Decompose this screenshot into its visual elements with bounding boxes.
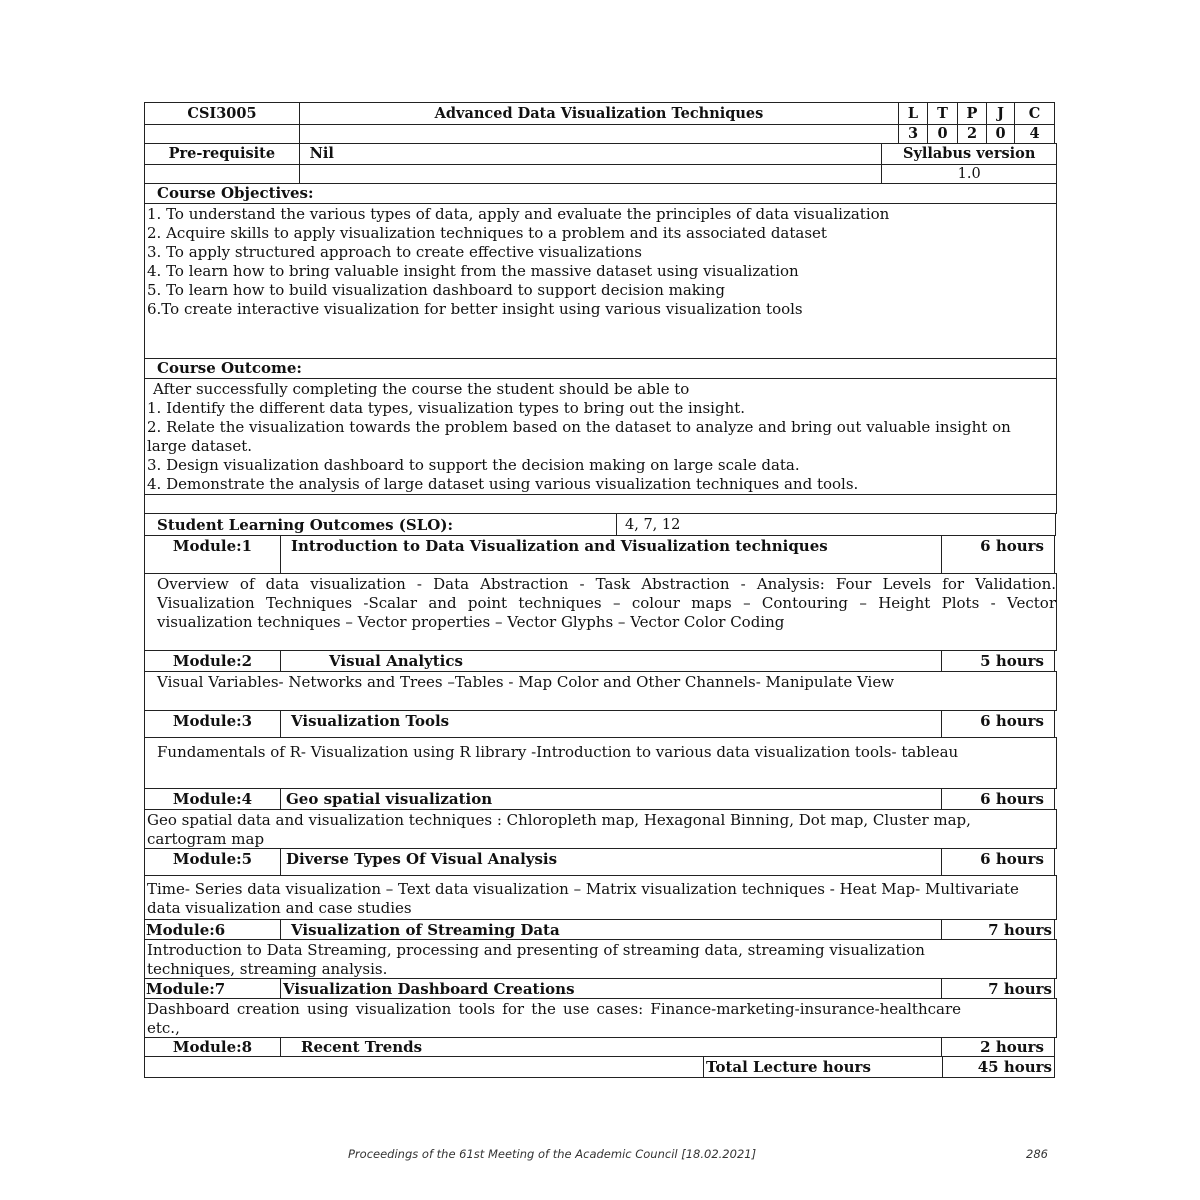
module-title: Visualization Dashboard Creations: [280, 978, 942, 999]
module-content-row: [144, 809, 1056, 848]
module-header-row: [144, 978, 1056, 998]
module-content-row: [144, 939, 1056, 978]
ltpjc-label-j: J: [986, 102, 1015, 125]
prereq-value: Nil: [299, 143, 883, 165]
module-label: Module:2: [144, 650, 281, 672]
module-header-row: [144, 919, 1056, 939]
outcome-item: 1. Identify the different data types, visualization types to bring out the insight.: [147, 399, 746, 417]
module-title: Visualization of Streaming Data: [280, 919, 942, 940]
ltpjc-value-p: 2: [957, 124, 987, 144]
prereq-label: Pre-requisite: [144, 143, 300, 165]
page-number: 286: [1026, 1147, 1048, 1161]
module-hours: 6 hours: [941, 710, 1055, 738]
outcomes-heading-row: [144, 358, 1056, 378]
objective-item: 4. To learn how to bring valuable insight from the massive dataset using visualization: [147, 262, 799, 280]
module-label: Module:5: [144, 848, 281, 876]
course-title: Advanced Data Visualization Techniques: [299, 102, 899, 125]
objective-item: 5. To learn how to build visualization dashboard to support decision making: [147, 281, 725, 299]
module-title: Diverse Types Of Visual Analysis: [280, 848, 942, 876]
objective-item: 1. To understand the various types of data, apply and evaluate the principles of data visualization: [147, 205, 890, 223]
empty-cell: [144, 124, 300, 144]
module-title: Visual Analytics: [280, 650, 942, 672]
outcomes-intro: After successfully completing the course the student should be able to: [153, 380, 690, 398]
module-hours: 6 hours: [941, 788, 1055, 810]
module-hours: 6 hours: [941, 848, 1055, 876]
outcomes-body-row: [144, 378, 1056, 494]
module-title: Introduction to Data Visualization and Visualization techniques: [280, 535, 942, 574]
slo-row: [144, 513, 1056, 535]
module-label: Module:7: [144, 978, 281, 999]
outcome-item: 2. Relate the visualization towards the problem based on the dataset to analyze and bring out valuable insight on large dataset.: [147, 418, 1011, 455]
course-code: CSI3005: [144, 102, 300, 125]
objectives-heading-row: [144, 183, 1056, 203]
module-label: Module:6: [144, 919, 281, 940]
module-content-row: [144, 573, 1056, 650]
ltpjc-value-l: 3: [898, 124, 928, 144]
total-label: Total Lecture hours: [703, 1056, 943, 1078]
module-header-row: [144, 1037, 1056, 1056]
empty-cell: [299, 164, 883, 184]
ltpjc-label-p: P: [957, 102, 987, 125]
ltpjc-value-j: 0: [986, 124, 1015, 144]
outcomes-heading: Course Outcome:: [144, 358, 1057, 379]
module-content: Introduction to Data Streaming, processing and presenting of streaming data, streaming visualization techniques, streaming analysis.: [144, 939, 1057, 979]
objectives-heading: Course Objectives:: [144, 183, 1057, 204]
module-content: Fundamentals of R- Visualization using R library -Introduction to various data visualization tools- tableau: [144, 737, 1057, 789]
module-label: Module:3: [144, 710, 281, 738]
module-content-row: [144, 737, 1056, 788]
module-content: Dashboard creation using visualization tools for the use cases: Finance-marketing-insurance-healthcare etc.,: [144, 998, 1057, 1038]
ltpjc-label-c: C: [1014, 102, 1055, 125]
syllabus-table: [144, 102, 1056, 1077]
ltpjc-value-t: 0: [927, 124, 958, 144]
module-label: Module:1: [144, 535, 281, 574]
module-content: Time- Series data visualization – Text data visualization – Matrix visualization techniques - Heat Map- Multivariate data visualization and case studies: [144, 875, 1057, 920]
ltpjc-values-row: [144, 124, 1056, 143]
module-content-row: [144, 998, 1056, 1037]
empty-cell: [299, 124, 899, 144]
syllabus-version-label: Syllabus version: [881, 143, 1057, 165]
slo-value: 4, 7, 12: [616, 513, 1056, 536]
module-content: Overview of data visualization - Data Abstraction - Task Abstraction - Analysis: Four Levels for Validation. Visualization Techniques -Scalar and point techniques – colour maps – Contouring – Height Plots - Vector visualization techniques – Vector properties – Vector Glyphs – Vector Color Coding: [144, 573, 1057, 651]
slo-label: Student Learning Outcomes (SLO):: [144, 513, 617, 536]
module-title: Geo spatial visualization: [280, 788, 942, 810]
footer-text: Proceedings of the 61st Meeting of the Academic Council [18.02.2021]: [348, 1147, 757, 1161]
empty-cell: [144, 1056, 704, 1078]
module-header-row: [144, 535, 1056, 573]
syllabus-version-row: [144, 164, 1056, 183]
module-label: Module:8: [144, 1037, 281, 1057]
module-header-row: [144, 710, 1056, 737]
module-hours: 7 hours: [941, 919, 1055, 940]
header-row: [144, 102, 1056, 124]
module-hours: 2 hours: [941, 1037, 1055, 1057]
objectives-body-row: [144, 203, 1056, 358]
module-title: Visualization Tools: [280, 710, 942, 738]
module-content-row: [144, 671, 1056, 710]
module-content: Visual Variables- Networks and Trees –Tables - Map Color and Other Channels- Manipulate View: [144, 671, 1057, 711]
objectives-list: [144, 203, 1057, 359]
objective-item: 6.To create interactive visualization for better insight using various visualization tools: [147, 300, 803, 318]
empty-cell: [144, 494, 1057, 514]
module-title: Recent Trends: [280, 1037, 942, 1057]
outcomes-list: [144, 378, 1057, 495]
module-hours: 5 hours: [941, 650, 1055, 672]
module-content-row: [144, 875, 1056, 919]
module-header-row: [144, 848, 1056, 875]
module-hours: 7 hours: [941, 978, 1055, 999]
module-hours: 6 hours: [941, 535, 1055, 574]
prereq-row: [144, 143, 1056, 164]
total-value: 45 hours: [942, 1056, 1055, 1078]
module-label: Module:4: [144, 788, 281, 810]
syllabus-version-value: 1.0: [881, 164, 1057, 184]
ltpjc-value-c: 4: [1014, 124, 1055, 144]
objective-item: 2. Acquire skills to apply visualization techniques to a problem and its associated dataset: [147, 224, 827, 242]
total-row: [144, 1056, 1056, 1077]
module-header-row: [144, 788, 1056, 809]
objective-item: 3. To apply structured approach to create effective visualizations: [147, 243, 642, 261]
outcome-item: 4. Demonstrate the analysis of large dataset using various visualization techniques and tools.: [147, 475, 859, 493]
module-header-row: [144, 650, 1056, 671]
ltpjc-label-l: L: [898, 102, 928, 125]
empty-cell: [144, 164, 300, 184]
outcome-item: 3. Design visualization dashboard to support the decision making on large scale data.: [147, 456, 800, 474]
module-content: Geo spatial data and visualization techniques : Chloropleth map, Hexagonal Binning, Dot map, Cluster map, cartogram map: [144, 809, 1057, 849]
ltpjc-label-t: T: [927, 102, 958, 125]
spacer-row: [144, 494, 1056, 513]
